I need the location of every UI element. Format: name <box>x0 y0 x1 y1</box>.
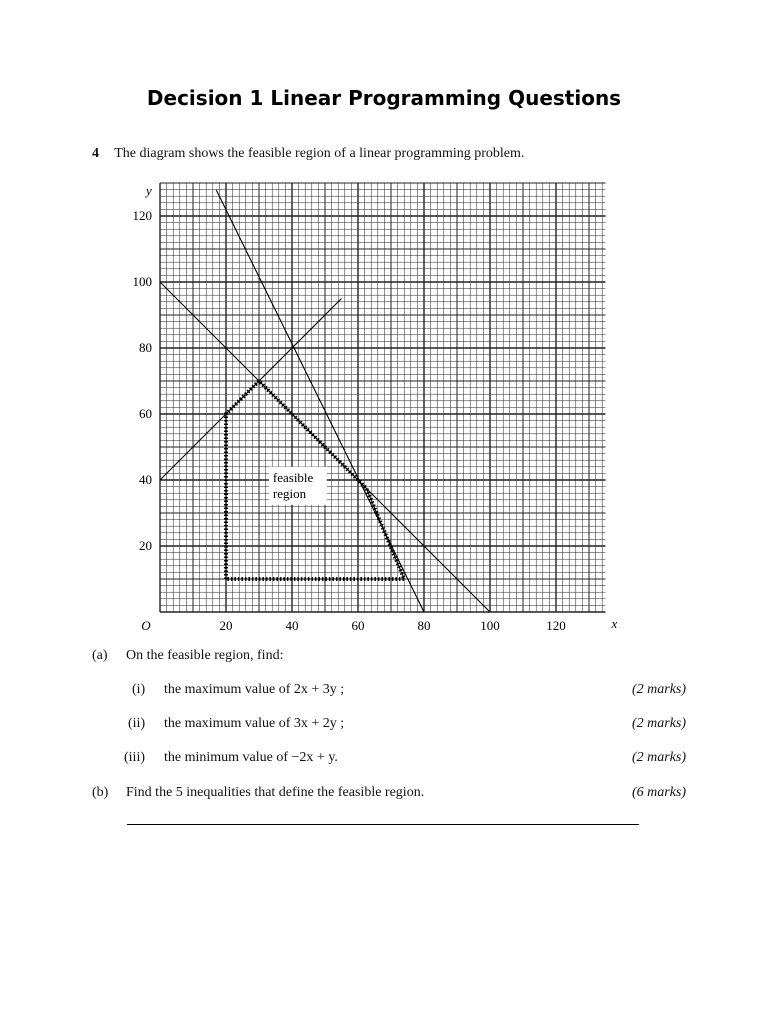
x-tick-label: 120 <box>546 618 566 630</box>
question-intro <box>92 146 524 162</box>
part-b-label: (b) <box>92 785 109 800</box>
question-intro-text: The diagram shows the feasible region of a linear programming problem. <box>114 146 525 161</box>
part-a-ii-marks: (2 marks) <box>632 716 687 731</box>
y-tick-label: 80 <box>139 340 152 355</box>
answer-line <box>127 824 639 825</box>
part-a-label: (a) <box>92 648 108 663</box>
part-a-ii-label: (ii) <box>128 716 146 731</box>
y-tick-label: 120 <box>132 208 152 223</box>
x-tick-label: 60 <box>351 618 365 630</box>
part-b-text: Find the 5 inequalities that define the feasible region. <box>126 785 425 800</box>
part-a-iii-marks: (2 marks) <box>632 750 687 765</box>
region-label-line2: region <box>272 485 307 501</box>
y-tick-label: 40 <box>139 472 152 487</box>
x-tick-label: 20 <box>219 618 233 630</box>
y-tick-label: 100 <box>132 274 152 289</box>
x-axis-label: x <box>611 616 618 630</box>
y-tick-label: 20 <box>139 538 152 553</box>
x-tick-label: 40 <box>285 618 299 630</box>
part-a-iii-label: (iii) <box>124 750 145 765</box>
y-tick-label: 60 <box>139 406 152 421</box>
part-a-text: On the feasible region, find: <box>126 648 284 663</box>
part-b-marks: (6 marks) <box>632 785 687 800</box>
origin-label: O <box>141 618 151 630</box>
linear-programming-graph <box>112 180 632 630</box>
part-a-iii-text: the minimum value of −2x + y. <box>164 750 338 765</box>
y-axis-label: y <box>146 183 152 198</box>
part-a-i-text: the maximum value of 2x + 3y ; <box>164 682 345 697</box>
page-title: Decision 1 Linear Programming Questions <box>146 86 622 110</box>
part-a-ii-text: the maximum value of 3x + 2y ; <box>164 716 345 731</box>
region-label-line1: feasible <box>272 469 314 485</box>
question-number: 4 <box>92 146 99 161</box>
part-a-i-label: (i) <box>132 682 146 697</box>
x-tick-label: 100 <box>480 618 500 630</box>
part-a-i-marks: (2 marks) <box>632 682 687 697</box>
x-tick-label: 80 <box>417 618 431 630</box>
